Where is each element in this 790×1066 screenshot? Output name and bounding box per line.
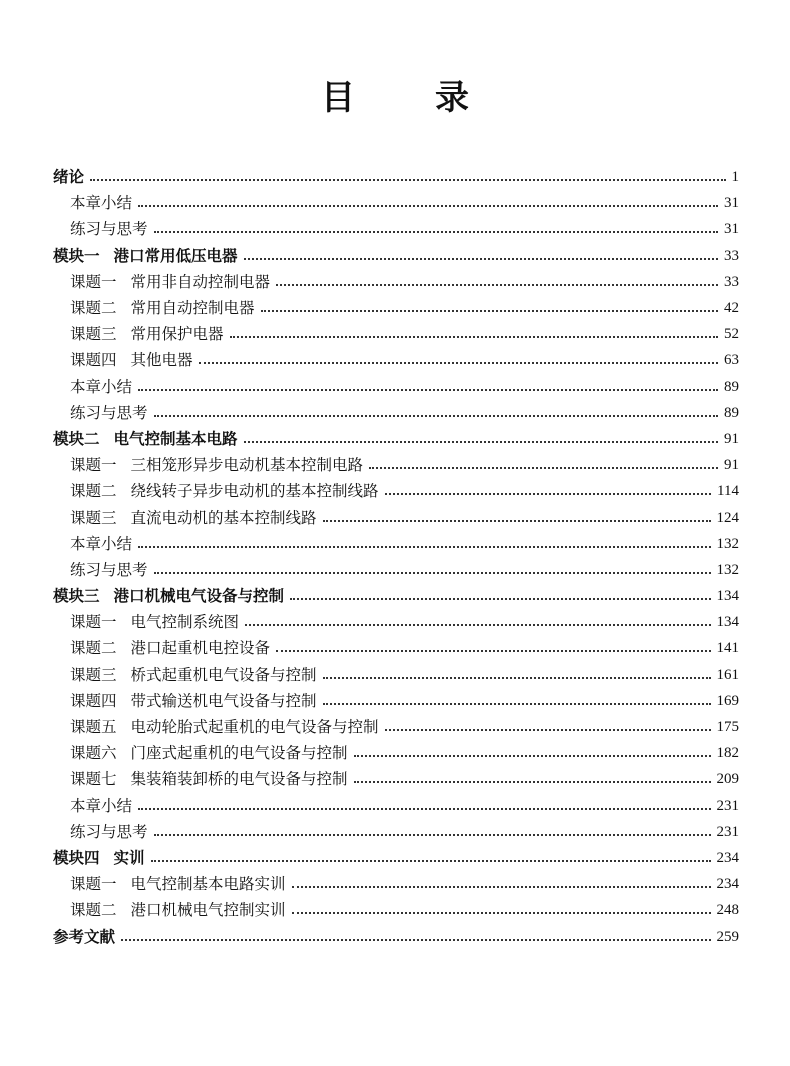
toc-section-entry[interactable] xyxy=(53,321,739,347)
toc-entry-prefix: 模块一 xyxy=(53,246,100,265)
toc-page-number: 89 xyxy=(724,404,739,421)
toc-entry-label xyxy=(70,819,148,845)
toc-page-number: 31 xyxy=(724,195,739,212)
toc-entry-title: 常用非自动控制电器 xyxy=(130,272,271,291)
dot-leader xyxy=(154,572,711,574)
toc-section-entry[interactable] xyxy=(53,347,739,373)
toc-entry-prefix: 课题一 xyxy=(70,456,117,475)
toc-entry-label xyxy=(70,478,379,504)
toc-page-number: 234 xyxy=(716,849,739,866)
toc-entry-label xyxy=(70,321,224,347)
toc-section-entry[interactable] xyxy=(53,871,739,897)
toc-page-number: 91 xyxy=(724,430,739,447)
toc-entry-label xyxy=(53,426,238,452)
toc-entry-prefix: 课题三 xyxy=(70,665,117,684)
toc-page-number: 259 xyxy=(716,928,739,945)
dot-leader xyxy=(138,808,710,810)
toc-section-entry[interactable] xyxy=(53,269,739,295)
dot-leader xyxy=(385,493,712,495)
toc-page-number: 234 xyxy=(716,876,739,893)
toc-entry-label xyxy=(70,793,132,819)
toc-section-entry[interactable] xyxy=(53,374,739,400)
toc-entry-title: 直流电动机的基本控制线路 xyxy=(130,508,317,527)
toc-entry-prefix: 课题七 xyxy=(70,770,117,789)
toc-section-entry[interactable] xyxy=(53,766,739,792)
toc-section-entry[interactable] xyxy=(53,793,739,819)
toc-entry-title: 本章小结 xyxy=(70,796,133,815)
toc-entry-label xyxy=(70,269,270,295)
toc-section-entry[interactable] xyxy=(53,295,739,321)
toc-chapter-entry[interactable] xyxy=(53,426,739,452)
toc-entry-title: 常用自动控制电器 xyxy=(130,299,255,318)
dot-leader xyxy=(244,258,718,260)
toc-section-entry[interactable] xyxy=(53,688,739,714)
toc-entry-label xyxy=(70,452,363,478)
toc-page-number: 231 xyxy=(716,823,739,840)
dot-leader xyxy=(354,781,711,783)
toc-chapter-entry[interactable] xyxy=(53,845,739,871)
toc-entry-title: 练习与思考 xyxy=(70,220,148,239)
dot-leader xyxy=(245,624,710,626)
toc-page-number: 63 xyxy=(724,352,739,369)
toc-entry-prefix: 课题二 xyxy=(70,299,117,318)
toc-entry-prefix: 模块四 xyxy=(53,848,100,867)
toc-page-number: 33 xyxy=(724,273,739,290)
dot-leader xyxy=(138,205,718,207)
toc-entry-prefix: 课题三 xyxy=(70,508,117,527)
toc-entry-label xyxy=(70,635,270,661)
dot-leader xyxy=(354,755,711,757)
dot-leader xyxy=(323,677,711,679)
dot-leader xyxy=(290,598,710,600)
toc-entry-label xyxy=(70,557,148,583)
toc-entry-prefix: 模块三 xyxy=(53,587,100,606)
toc-entry-prefix: 课题五 xyxy=(70,718,117,737)
toc-section-entry[interactable] xyxy=(53,504,739,530)
toc-entry-title: 港口常用低压电器 xyxy=(113,246,238,265)
toc-entry-title: 绪论 xyxy=(53,168,85,187)
toc-page-number: 134 xyxy=(716,588,739,605)
toc-page-number: 1 xyxy=(731,169,739,186)
dot-leader xyxy=(138,546,710,548)
title-char: 目 xyxy=(321,78,355,118)
toc-entry-title: 练习与思考 xyxy=(70,560,148,579)
toc-page-number: 248 xyxy=(716,902,739,919)
dot-leader xyxy=(369,467,718,469)
dot-leader xyxy=(121,939,710,941)
toc-page-number: 169 xyxy=(716,692,739,709)
toc-section-entry[interactable] xyxy=(53,740,739,766)
toc-entry-prefix: 课题二 xyxy=(70,482,117,501)
toc-entry-label xyxy=(53,845,145,871)
dot-leader xyxy=(151,860,711,862)
page-title xyxy=(0,78,790,118)
toc-entry-label xyxy=(53,164,84,190)
toc-entry-prefix: 课题三 xyxy=(70,325,117,344)
toc-entry-label xyxy=(53,924,115,950)
dot-leader xyxy=(230,336,718,338)
toc-section-entry[interactable] xyxy=(53,635,739,661)
toc-entry-title: 实训 xyxy=(113,848,145,867)
dot-leader xyxy=(261,310,718,312)
toc-entry-label xyxy=(70,740,348,766)
toc-page-number: 33 xyxy=(724,247,739,264)
toc-entry-prefix: 课题二 xyxy=(70,639,117,658)
toc-entry-label xyxy=(70,190,132,216)
toc-section-entry[interactable] xyxy=(53,557,739,583)
dot-leader xyxy=(276,284,718,286)
toc-chapter-entry[interactable] xyxy=(53,923,739,949)
toc-section-entry[interactable] xyxy=(53,897,739,923)
toc-page-number: 141 xyxy=(716,640,739,657)
dot-leader xyxy=(138,389,718,391)
toc-section-entry[interactable] xyxy=(53,478,739,504)
toc-entry-label xyxy=(53,243,238,269)
dot-leader xyxy=(199,362,718,364)
toc-page-number: 114 xyxy=(717,483,739,500)
toc-page-number: 161 xyxy=(716,666,739,683)
toc-entry-title: 带式输送机电气设备与控制 xyxy=(130,691,317,710)
toc-section-entry[interactable] xyxy=(53,190,739,216)
toc-section-entry[interactable] xyxy=(53,714,739,740)
toc-page-number: 209 xyxy=(716,771,739,788)
title-char: 录 xyxy=(435,78,469,118)
toc-section-entry[interactable] xyxy=(53,819,739,845)
toc-entry-title: 常用保护电器 xyxy=(130,325,224,344)
dot-leader xyxy=(292,912,711,914)
toc-entry-label xyxy=(70,531,132,557)
toc-entry-title: 港口机械电气设备与控制 xyxy=(113,587,285,606)
dot-leader xyxy=(154,834,711,836)
toc-entry-label xyxy=(70,714,379,740)
toc-entry-title: 三相笼形异步电动机基本控制电路 xyxy=(130,456,364,475)
toc-entry-title: 港口机械电气控制实训 xyxy=(130,901,286,920)
toc-entry-label xyxy=(70,766,348,792)
toc-section-entry[interactable] xyxy=(53,400,739,426)
toc-page-number: 132 xyxy=(716,535,739,552)
toc-entry-label xyxy=(70,216,148,242)
toc-entry-title: 电气控制基本电路实训 xyxy=(130,875,286,894)
toc-page-number: 132 xyxy=(716,561,739,578)
toc-entry-prefix: 课题二 xyxy=(70,901,117,920)
toc-chapter-entry[interactable] xyxy=(53,164,739,190)
toc-entry-title: 港口起重机电控设备 xyxy=(130,639,271,658)
toc-entry-label xyxy=(70,871,286,897)
toc-entry-prefix: 课题六 xyxy=(70,744,117,763)
toc-entry-title: 桥式起重机电气设备与控制 xyxy=(130,665,317,684)
toc-entry-title: 本章小结 xyxy=(70,194,133,213)
dot-leader xyxy=(154,415,718,417)
toc-entry-label xyxy=(70,505,317,531)
dot-leader xyxy=(323,520,711,522)
toc-section-entry[interactable] xyxy=(53,609,739,635)
toc-entry-title: 电气控制基本电路 xyxy=(113,429,238,448)
toc-page-number: 52 xyxy=(724,326,739,343)
toc-entry-label xyxy=(53,583,284,609)
toc-entry-prefix: 课题四 xyxy=(70,691,117,710)
toc-entry-label xyxy=(70,374,132,400)
toc-entry-prefix: 课题一 xyxy=(70,875,117,894)
toc-entry-title: 集装箱装卸桥的电气设备与控制 xyxy=(130,770,348,789)
toc-entry-title: 其他电器 xyxy=(130,351,193,370)
toc-section-entry[interactable] xyxy=(53,452,739,478)
toc-page-number: 42 xyxy=(724,300,739,317)
toc-section-entry[interactable] xyxy=(53,662,739,688)
toc-page-number: 175 xyxy=(716,719,739,736)
toc-entry-title: 绕线转子异步电动机的基本控制线路 xyxy=(130,482,379,501)
toc-section-entry[interactable] xyxy=(53,216,739,242)
toc-entry-title: 电动轮胎式起重机的电气设备与控制 xyxy=(130,718,379,737)
toc-entry-prefix: 课题一 xyxy=(70,272,117,291)
toc-entry-title: 本章小结 xyxy=(70,377,133,396)
toc-entry-title: 参考文献 xyxy=(53,927,116,946)
toc-entry-label xyxy=(70,295,255,321)
toc-entry-label xyxy=(70,609,239,635)
dot-leader xyxy=(90,179,725,181)
toc-entry-title: 练习与思考 xyxy=(70,403,148,422)
toc-entry-prefix: 课题一 xyxy=(70,613,117,632)
dot-leader xyxy=(154,231,718,233)
dot-leader xyxy=(385,729,711,731)
toc-entry-label xyxy=(70,688,317,714)
toc-entry-label xyxy=(70,347,193,373)
toc-section-entry[interactable] xyxy=(53,531,739,557)
toc-entry-title: 练习与思考 xyxy=(70,822,148,841)
toc-entry-prefix: 模块二 xyxy=(53,429,100,448)
toc-entry-title: 电气控制系统图 xyxy=(130,613,240,632)
toc-page-number: 124 xyxy=(716,509,739,526)
toc-entry-label xyxy=(70,897,286,923)
toc-page-number: 182 xyxy=(716,745,739,762)
toc-page-number: 31 xyxy=(724,221,739,238)
toc-page-number: 89 xyxy=(724,378,739,395)
toc-chapter-entry[interactable] xyxy=(53,583,739,609)
toc-entry-prefix: 课题四 xyxy=(70,351,117,370)
table-of-contents xyxy=(53,164,739,950)
toc-entry-title: 门座式起重机的电气设备与控制 xyxy=(130,744,348,763)
toc-page-number: 134 xyxy=(716,614,739,631)
toc-entry-label xyxy=(70,400,148,426)
dot-leader xyxy=(323,703,711,705)
toc-entry-title: 本章小结 xyxy=(70,534,133,553)
toc-page-number: 231 xyxy=(716,797,739,814)
toc-chapter-entry[interactable] xyxy=(53,243,739,269)
dot-leader xyxy=(244,441,718,443)
dot-leader xyxy=(292,886,711,888)
toc-entry-label xyxy=(70,662,317,688)
toc-page-number: 91 xyxy=(724,457,739,474)
dot-leader xyxy=(276,650,710,652)
